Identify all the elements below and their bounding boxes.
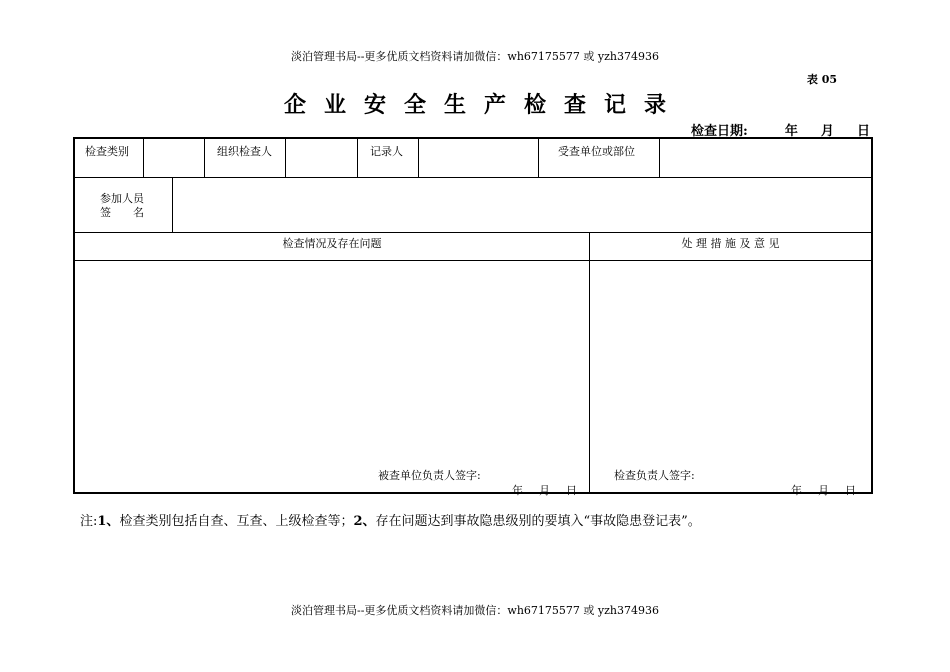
right-date-month: 月 [818,484,829,497]
left-date-month: 月 [539,484,550,497]
organizer-field[interactable] [286,140,356,176]
participants-label [100,192,144,220]
participants-label-line1: 参加人员 [100,192,144,205]
inspection-form [73,137,873,497]
organizer-label: 组织检查人 [217,145,272,158]
recorder-field[interactable] [419,140,537,176]
situation-content-field[interactable] [76,261,588,461]
right-date-day: 日 [845,484,856,497]
date-year: 年 [784,124,798,139]
col-divider [204,139,205,177]
recorder-label: 记录人 [370,145,403,158]
inspection-type-field[interactable] [144,140,203,176]
page-title: 企业安全生产检查记录 [283,92,684,118]
inspection-type-label: 检查类别 [85,145,129,158]
left-signature-date [512,482,577,498]
note-text-2: 存在问题达到事故隐患级别的要填入“事故隐患登记表”。 [375,514,701,529]
date-day: 日 [856,124,870,139]
header-watermark: 淡泊管理书局--更多优质文档资料请加微信：wh67175577 或 yzh374936 [291,50,659,63]
note-number-2: 2、 [353,514,376,529]
measures-heading: 处 理 措 施 及 意 见 [681,237,780,250]
inspected-unit-field[interactable] [660,140,870,176]
left-date-day: 日 [566,484,577,497]
footnote [80,510,701,529]
right-signature-date [791,482,856,498]
form-code: 表 05 [806,73,837,86]
date-month: 月 [820,124,834,139]
left-date-year: 年 [512,484,523,497]
row-divider [75,232,871,233]
inspector-signature-label: 检查负责人签字: [614,469,695,482]
note-prefix: 注: [80,514,98,529]
note-number-1: 1、 [97,514,120,529]
situation-heading: 检查情况及存在问题 [282,237,382,250]
col-divider [538,139,539,177]
right-date-year: 年 [791,484,802,497]
footer-watermark: 淡泊管理书局--更多优质文档资料请加微信：wh67175577 或 yzh374936 [291,604,659,617]
col-divider [357,139,358,177]
participants-label-line2: 签 名 [100,206,144,219]
participants-signature-field[interactable] [173,178,870,231]
measures-content-field[interactable] [590,261,870,461]
note-text-1: 检查类别包括自查、互查、上级检查等； [119,514,354,529]
inspected-unit-label: 受查单位或部位 [558,145,635,158]
inspected-unit-signature-label: 被查单位负责人签字: [378,469,481,482]
date-label: 检查日期: [690,124,748,139]
